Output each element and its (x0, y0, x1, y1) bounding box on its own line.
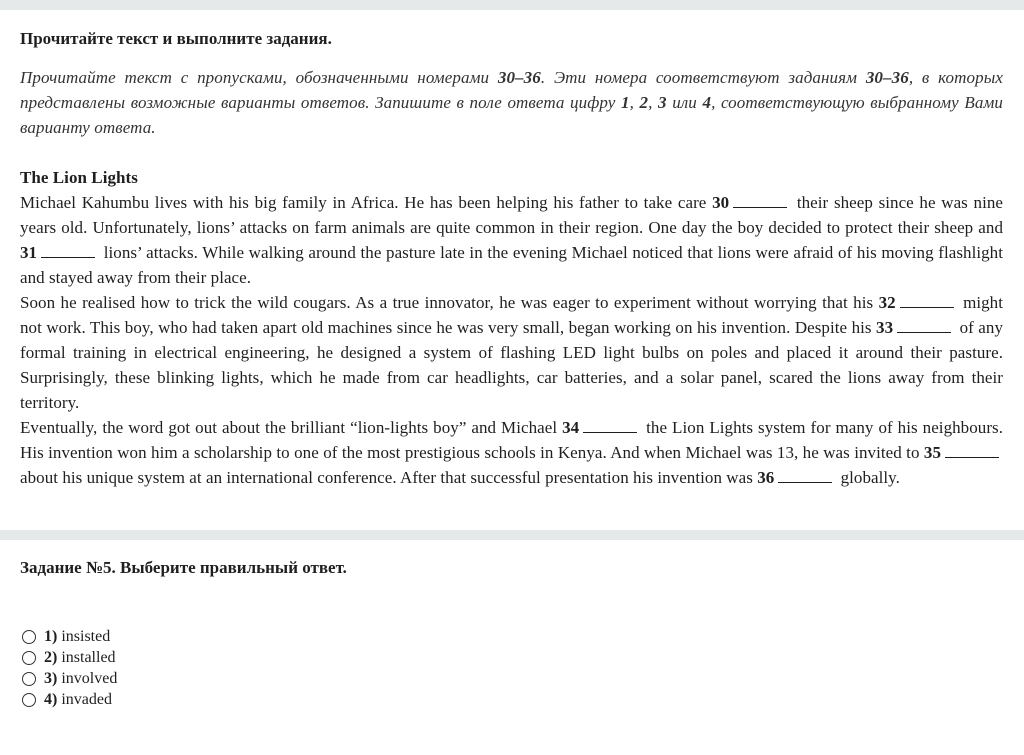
passage-paragraph: Michael Kahumbu lives with his big family in Africa. He has been helping his father to take care 30 their sheep since he was nine years old. Unfortunately, lions’ attacks on farm animals are quite common in their region. One day the boy decided to protect their sheep and 31 lions’ attacks. While walking around the pasture late in the evening Michael noticed that lions were afraid of his moving flashlight and stayed away from their place. (20, 193, 1004, 287)
gap-number-35: 35 (923, 443, 941, 462)
option-label: involved (61, 669, 118, 687)
passage-paragraph: Soon he realised how to trick the wild cougars. As a true innovator, he was eager to experiment without worrying that his 32 might not work. This boy, who had taken apart old machines since he was very small, began working on his invention. Despite his 33 of any formal training in electrical engineering, he designed a system of flashing LED light bulbs on poles and placed it around their pasture. Surprisingly, these blinking lights, which he made from car headlights, car batteries, and a solar panel, scared the lions away from their territory. (20, 293, 1003, 412)
gap-blank-35 (945, 456, 999, 458)
gap-number-32: 32 (878, 293, 896, 312)
answer-option-2[interactable]: 2) installed (22, 647, 117, 668)
section-divider (0, 530, 1024, 540)
instructions: Прочитайте текст с пропусками, обозначенными номерами 30–36. Эти номера соответствуют заданиям 30–36, в которых представлены возможные варианты ответов. Запишите в поле ответа цифру 1, 2, 3 или 4, соответствующую выбранному Вами варианту ответа. (20, 68, 1003, 137)
gap-blank-34 (583, 431, 637, 433)
gap-blank-36 (778, 481, 832, 483)
gap-blank-30 (733, 206, 787, 208)
gap-number-31: 31 (20, 243, 38, 262)
task-title: Задание №5. Выберите правильный ответ. (20, 558, 347, 577)
page-title: Прочитайте текст и выполните задания. (20, 29, 332, 48)
gap-number-34: 34 (562, 418, 580, 437)
answer-option-4[interactable]: 4) invaded (22, 689, 117, 710)
passage-title: The Lion Lights (20, 168, 138, 187)
reading-passage (20, 165, 1003, 490)
gap-number-33: 33 (876, 318, 894, 337)
answer-option-1[interactable]: 1) insisted (22, 626, 117, 647)
radio-button-3[interactable] (22, 672, 36, 686)
answer-options (22, 626, 117, 710)
answer-option-3[interactable]: 3) involved (22, 668, 117, 689)
option-label: invaded (61, 690, 112, 708)
gap-blank-33 (897, 331, 951, 333)
gap-blank-32 (900, 306, 954, 308)
passage-paragraph: Eventually, the word got out about the brilliant “lion-lights boy” and Michael 34 the Lion Lights system for many of his neighbours. His invention won him a scholarship to one of the most prestigious schools in Kenya. And when Michael was 13, he was invited to 35 about his unique system at an international conference. After that successful presentation his invention was 36 globally. (20, 418, 1003, 487)
radio-button-2[interactable] (22, 651, 36, 665)
option-label: insisted (61, 627, 111, 645)
radio-button-1[interactable] (22, 630, 36, 644)
radio-button-4[interactable] (22, 693, 36, 707)
gap-blank-31 (41, 256, 95, 258)
gap-number-30: 30 (712, 193, 730, 212)
top-separator (0, 0, 1024, 10)
gap-number-36: 36 (757, 468, 775, 487)
option-label: installed (61, 648, 116, 666)
